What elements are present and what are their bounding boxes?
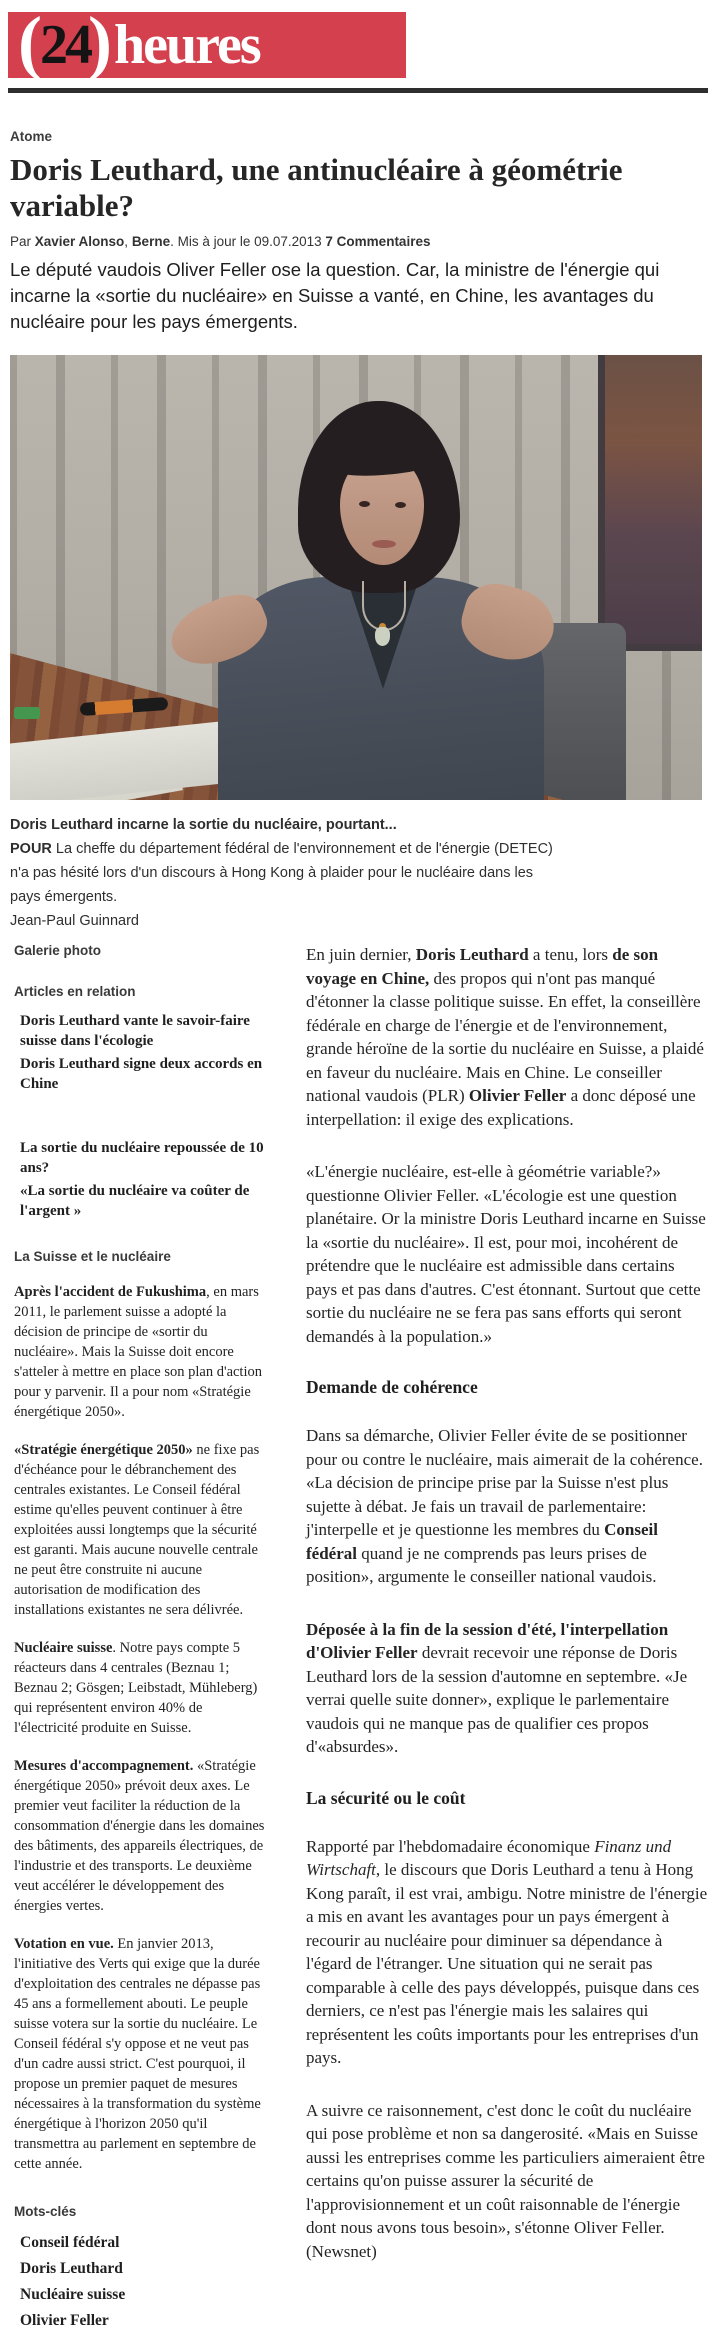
gallery-photo-link[interactable]: Galerie photo xyxy=(14,943,102,958)
infobox-paragraph: «Stratégie énergétique 2050» ne fixe pas d'échéance pour le débranchement des centrales existantes. Le Conseil fédéral estime qu'elles peuvent continuer à être exploitées aussi longtemps que la sécurité est garanti. Mais aucune nouvelle centrale ne peut être construite ni aucune autorisation de modification des installations existantes ne sera délivrée. xyxy=(14,1442,260,1618)
body-paragraph: «L'énergie nucléaire, est-elle à géométrie variable?» questionne Olivier Feller. «L'écologie est une question planétaire. Or la ministre Doris Leuthard incarne en Suisse la «sortie du nucléaire». Il est, pour moi, incohérent de prétendre que le nucléaire est admissible dans certains pays et pas dans d'autres. C'est étonnant. Surtout que cette sortie du nucléaire ne se fera pas sans efforts qui seront demandés à la population.» xyxy=(306,1162,706,1346)
keyword-link[interactable]: Conseil fédéral xyxy=(20,2234,120,2251)
photo-caption xyxy=(10,813,558,933)
keywords-heading: Mots-clés xyxy=(14,2204,77,2219)
infobox-paragraph: Votation en vue. En janvier 2013, l'initiative des Verts qui exige que la durée d'exploitation des centrales ne dépasse pas 45 ans a formellement abouti. Le peuple suisse votera sur la sortie du nucléaire. Le Conseil fédéral s'y oppose et ne veut pas d'un cadre aussi strict. C'est pourquoi, il propose un premier paquet de mesures nécessaires à la transformation du système énergétique à l'horizon 2050 qu'il transmettra au parlement en septembre de cette année. xyxy=(14,1936,261,2172)
logo-number: 24 xyxy=(39,14,90,76)
related-article-link[interactable]: Doris Leuthard signe deux accords en Chine xyxy=(20,1056,263,1092)
article-title: Doris Leuthard, une antinucléaire à géométrie variable? xyxy=(10,152,623,223)
caption-title: Doris Leuthard incarne la sortie du nucléaire, pourtant... xyxy=(10,817,397,833)
eye xyxy=(359,501,370,507)
keyword-link[interactable]: Doris Leuthard xyxy=(20,2260,123,2277)
body-paragraph: Rapporté par l'hebdomadaire économique Finanz und Wirtschaft, le discours que Doris Leuthard a tenu à Hong Kong paraît, il est vrai, ambigu. Notre ministre de l'énergie a mis en avant les avantages pour un pays émergent à recourir au nucléaire pour diminuer sa dépendance à l'égard de l'étranger. Une situation qui ne serait pas comparable à celle des pays développés, puisque dans ces derniers, ce n'est pas l'énergie mais les salaires qui représentent les coûts importants pour les entreprises d'un pays. xyxy=(306,1836,708,2067)
heart-pendant xyxy=(375,627,390,646)
logo-paren-close-icon: ) xyxy=(87,2,112,82)
keyword-link[interactable]: Nucléaire suisse xyxy=(20,2286,126,2303)
related-article-link[interactable]: «La sortie du nucléaire va coûter de l'argent » xyxy=(20,1183,250,1219)
masthead xyxy=(0,0,720,93)
article-photo[interactable] xyxy=(10,355,702,800)
wall-painting xyxy=(598,355,702,651)
category-label[interactable]: Atome xyxy=(10,129,53,144)
body-paragraph: A suivre ce raisonnement, c'est donc le coût du nucléaire qui pose problème et non sa dangerosité. «Mais en Suisse aussi les entreprises comme les particuliers aimeraient être certains qu'on puisse assurer la sécurité de l'approvisionnement et un coût raisonnable de l'énergie dont nous avons tous besoin», s'étonne Oliver Feller. (Newsnet) xyxy=(306,2100,705,2261)
article-lead: Le député vaudois Oliver Feller ose la question. Car, la ministre de l'énergie qui incarne la «sortie du nucléaire» en Suisse a vanté, en Chine, les avantages du nucléaire pour les pays émergents. xyxy=(10,259,660,332)
infobox-heading: La Suisse et le nucléaire xyxy=(14,1249,171,1264)
more-articles-list xyxy=(20,1138,266,1221)
related-article-link[interactable]: La sortie du nucléaire repoussée de 10 ans? xyxy=(20,1140,264,1176)
content-columns xyxy=(14,943,720,2335)
mouth xyxy=(372,540,396,548)
article-body xyxy=(306,943,708,2292)
small-green-object xyxy=(14,707,40,719)
infobox-paragraph: Après l'accident de Fukushima, en mars 2011, le parlement suisse a adopté la décision de principe de «sortir du nucléaire». Mais la Suisse doit encore s'atteler à mettre en place son plan d'action pour y parvenir. Il a pour nom «Stratégie énergétique 2050». xyxy=(14,1284,262,1420)
related-article-link[interactable]: Doris Leuthard vante le savoir-faire suisse dans l'écologie xyxy=(20,1013,250,1049)
related-articles-list xyxy=(20,1011,266,1094)
header-divider xyxy=(8,88,708,93)
body-paragraph: Déposée à la fin de la session d'été, l'interpellation d'Olivier Feller devrait recevoir une réponse de Doris Leuthard lors de la session d'automne en septembre. «Je verrai quelle suite donner», explique le parlementaire vaudois qui ne manque pas de qualifier ces propos d'«absurdes». xyxy=(306,1619,688,1756)
body-paragraph: Dans sa démarche, Olivier Feller évite de se positionner pour ou contre le nucléaire, mais aimerait de la cohérence. «La décision de principe prise par la Suisse n'est plus sujette à débat. Je fais un travail de parlementaire: j'interpelle et je questionne les membres du Conseil fédéral quand je ne comprends pas leurs prises de position», argumente le conseiller national vaudois. xyxy=(306,1426,703,1586)
keywords-list xyxy=(20,2231,266,2332)
section-heading-coherence: Demande de cohérence xyxy=(306,1377,478,1397)
comments-link[interactable]: 7 Commentaires xyxy=(325,234,431,249)
eye xyxy=(395,502,406,508)
sidebar xyxy=(14,943,266,2335)
logo-paren-open-icon: ( xyxy=(18,2,42,82)
caption-body: POUR La cheffe du département fédéral de l'environnement et de l'énergie (DETEC) n'a pas hésité lors d'un discours à Hong Kong à plaider pour le nucléaire dans les pays émergents. xyxy=(10,841,553,905)
body-paragraph: En juin dernier, Doris Leuthard a tenu, lors de son voyage en Chine, des propos qui n'ont pas manqué d'étonner la classe politique suisse. En effet, la conseillère fédérale en charge de l'énergie et de l'environnement, grande héroïne de la sortie du nucléaire en Suisse, a plaidé en faveur du nucléaire. Mais en Chine. Le conseiller national vaudois (PLR) Olivier Feller a donc déposé une interpellation: il exige des explications. xyxy=(306,945,704,1129)
newspaper-logo[interactable] xyxy=(8,2,406,82)
infobox-paragraph: Mesures d'accompagnement. «Stratégie énergétique 2050» prévoit deux axes. Le premier veut faciliter la réduction de la consommation d'énergie dans les domaines des bâtiments, des appareils électriques, de l'industrie et des transports. Le deuxième veut accélérer le développement des énergies vertes. xyxy=(14,1758,265,1914)
byline-text: Par Xavier Alonso, Berne. Mis à jour le 09.07.2013 xyxy=(10,234,326,249)
section-heading-securite: La sécurité ou le coût xyxy=(306,1787,466,1808)
infobox-paragraph: Nucléaire suisse. Notre pays compte 5 réacteurs dans 4 centrales (Beznau 1; Beznau 2; Gösgen; Leibstadt, Mühleberg) qui représentent environ 40% de l'électricité produite en Suisse. xyxy=(14,1640,258,1736)
photo-credit: Jean-Paul Guinnard xyxy=(10,913,139,929)
logo-word: heures xyxy=(113,14,260,76)
keyword-link[interactable]: Olivier Feller xyxy=(20,2312,109,2329)
related-articles-heading: Articles en relation xyxy=(14,984,136,999)
byline xyxy=(10,234,710,249)
